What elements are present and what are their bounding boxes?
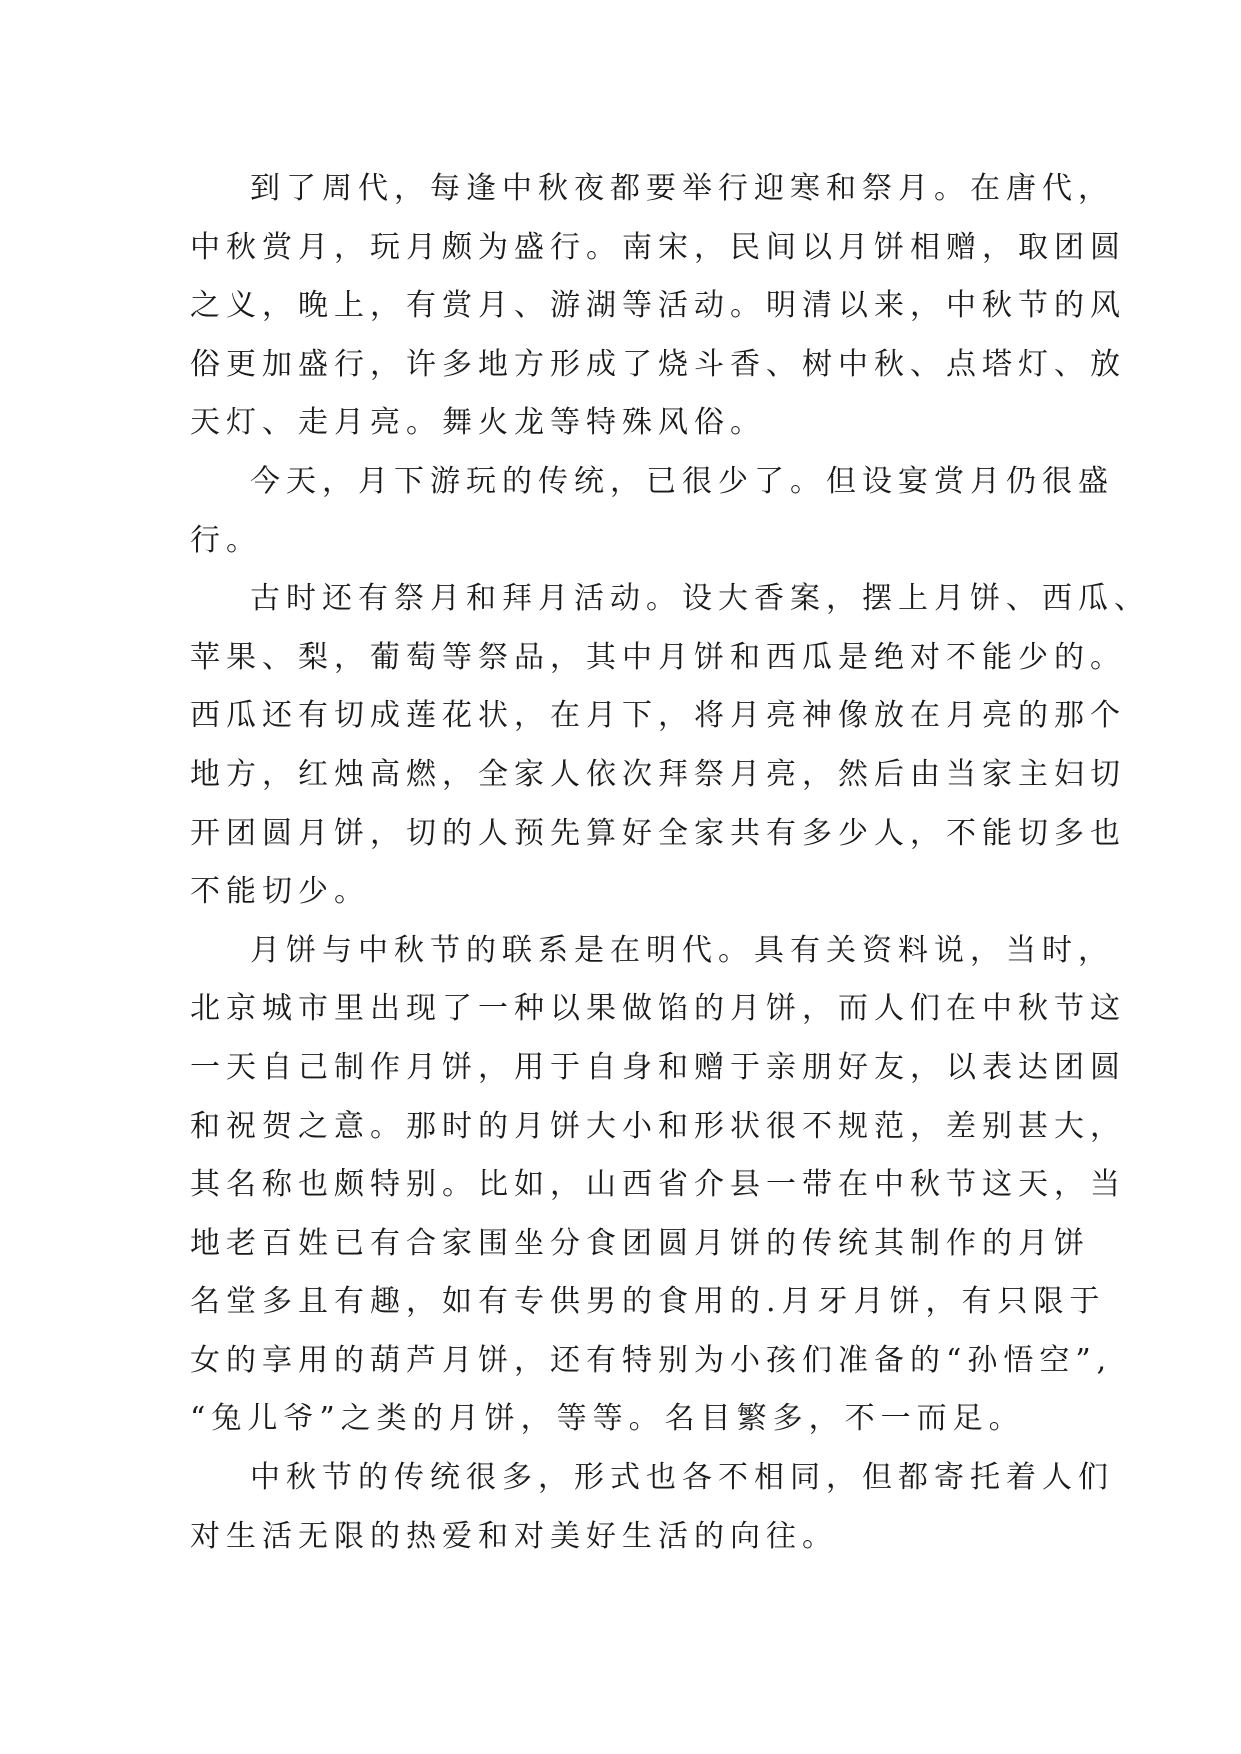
text-line: 其名称也颇特别。比如，山西省介县一带在中秋节这天，当 (190, 1167, 1126, 1203)
text-line: 中秋节的传统很多，形式也各不相同，但都寄托着人们 (250, 1460, 1114, 1496)
document-page (190, 160, 1150, 1566)
text-line: 开团圆月饼，切的人预先算好全家共有多少人，不能切多也 (190, 815, 1126, 851)
text-line: 之义，晚上，有赏月、游湖等活动。明清以来，中秋节的风 (190, 288, 1126, 324)
text-line: 地老百姓已有合家围坐分食团圆月饼的传统其制作的月饼 (190, 1225, 1090, 1261)
text-line: 一天自己制作月饼，用于自身和赠于亲朋好友，以表达团圆 (190, 1049, 1126, 1085)
text-line: 古时还有祭月和拜月活动。设大香案，摆上月饼、西瓜、 (250, 581, 1150, 617)
text-line: 苹果、梨，葡萄等祭品，其中月饼和西瓜是绝对不能少的。 (190, 639, 1126, 675)
text-line: 到了周代，每逢中秋夜都要举行迎寒和祭月。在唐代， (250, 171, 1114, 206)
text-line: 北京城市里出现了一种以果做馅的月饼，而人们在中秋节这 (190, 991, 1126, 1027)
text-line: 天灯、走月亮。舞火龙等特殊风俗。 (190, 405, 766, 441)
text-line: 和祝贺之意。那时的月饼大小和形状很不规范，差别甚大， (190, 1108, 1126, 1144)
text-line: 西瓜还有切成莲花状，在月下，将月亮神像放在月亮的那个 (190, 698, 1126, 734)
text-line: 中秋赏月，玩月颇为盛行。南宋，民间以月饼相赠，取团圆 (190, 229, 1126, 265)
text-line: 女的享用的葫芦月饼，还有特别为小孩们准备的“孙悟空”, (190, 1342, 1113, 1378)
text-line: 月饼与中秋节的联系是在明代。具有关资料说，当时， (250, 932, 1114, 968)
text-line: 对生活无限的热爱和对美好生活的向往。 (190, 1518, 838, 1554)
text-line: 行。 (190, 522, 262, 558)
text-line: 俗更加盛行，许多地方形成了烧斗香、树中秋、点塔灯、放 (190, 346, 1126, 382)
text-line: 今天，月下游玩的传统，已很少了。但设宴赏月仍很盛 (250, 463, 1114, 499)
text-line: 地方，红烛高燃，全家人依次拜祭月亮，然后由当家主妇切 (190, 756, 1126, 792)
text-line: “兔儿爷”之类的月饼，等等。名目繁多，不一而足。 (190, 1401, 1025, 1437)
text-line: 名堂多且有趣，如有专供男的食用的.月牙月饼，有只限于 (190, 1284, 1106, 1320)
text-line: 不能切少。 (190, 874, 370, 910)
